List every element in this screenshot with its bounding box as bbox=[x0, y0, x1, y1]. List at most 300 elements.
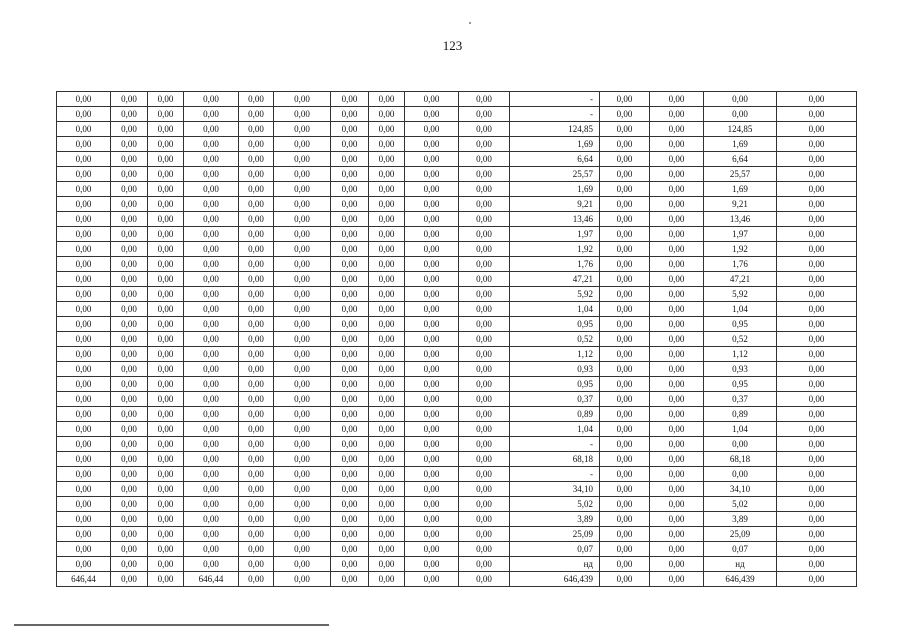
table-cell: 646,44 bbox=[57, 572, 111, 587]
table-cell: 0,00 bbox=[148, 302, 184, 317]
table-cell: 0,00 bbox=[57, 107, 111, 122]
table-cell: 0,00 bbox=[184, 437, 239, 452]
table-cell: 0,00 bbox=[111, 392, 148, 407]
table-cell: 0,00 bbox=[369, 272, 405, 287]
table-row bbox=[57, 422, 857, 437]
table-cell: 0,00 bbox=[600, 497, 650, 512]
table-cell: 0,89 bbox=[704, 407, 777, 422]
table-cell: 0,00 bbox=[369, 437, 405, 452]
table-cell: 0,00 bbox=[111, 542, 148, 557]
table-cell: 0,00 bbox=[111, 482, 148, 497]
table-cell: 0,00 bbox=[148, 422, 184, 437]
table-cell: 0,00 bbox=[274, 407, 331, 422]
table-cell: 34,10 bbox=[704, 482, 777, 497]
table-cell: - bbox=[510, 437, 600, 452]
table-cell: 0,95 bbox=[510, 377, 600, 392]
table-cell: 0,00 bbox=[777, 107, 857, 122]
table-cell: 0,00 bbox=[239, 242, 274, 257]
table-cell: 0,00 bbox=[57, 122, 111, 137]
table-cell: 0,00 bbox=[111, 437, 148, 452]
table-cell: 0,00 bbox=[111, 212, 148, 227]
table-cell: 0,00 bbox=[274, 377, 331, 392]
table-cell: 0,00 bbox=[369, 92, 405, 107]
table-cell: 0,00 bbox=[111, 422, 148, 437]
table-cell: 646,439 bbox=[510, 572, 600, 587]
table-cell: 0,00 bbox=[274, 362, 331, 377]
table-cell: 0,00 bbox=[369, 137, 405, 152]
table-cell: 0,00 bbox=[331, 272, 369, 287]
table-cell: 0,00 bbox=[274, 257, 331, 272]
table-cell: 0,00 bbox=[600, 512, 650, 527]
table-cell: 0,93 bbox=[510, 362, 600, 377]
table-cell: 0,00 bbox=[331, 527, 369, 542]
table-cell: 0,00 bbox=[369, 302, 405, 317]
table-cell: 0,00 bbox=[405, 437, 459, 452]
table-cell: 0,00 bbox=[600, 527, 650, 542]
table-cell: 0,00 bbox=[600, 467, 650, 482]
table-cell: 0,00 bbox=[650, 212, 704, 227]
table-cell: 0,00 bbox=[239, 542, 274, 557]
table-cell: 0,00 bbox=[184, 452, 239, 467]
table-cell: 0,00 bbox=[369, 392, 405, 407]
table-cell: 0,00 bbox=[331, 572, 369, 587]
table-cell: 0,00 bbox=[459, 272, 510, 287]
table-cell: 0,00 bbox=[650, 482, 704, 497]
table-cell: 0,00 bbox=[369, 347, 405, 362]
table-row bbox=[57, 557, 857, 572]
table-cell: 0,00 bbox=[184, 467, 239, 482]
table-cell: 0,52 bbox=[704, 332, 777, 347]
table-cell: 0,00 bbox=[600, 182, 650, 197]
table-cell: 0,00 bbox=[274, 137, 331, 152]
table-cell: 0,00 bbox=[184, 227, 239, 242]
table-cell: 0,00 bbox=[369, 167, 405, 182]
table-cell: 0,00 bbox=[239, 482, 274, 497]
table-cell: 0,00 bbox=[331, 107, 369, 122]
table-cell: 0,00 bbox=[148, 572, 184, 587]
table-cell: 6,64 bbox=[510, 152, 600, 167]
table-cell: 0,00 bbox=[184, 422, 239, 437]
table-row bbox=[57, 107, 857, 122]
table-cell: 0,00 bbox=[331, 347, 369, 362]
table-cell: 0,00 bbox=[57, 167, 111, 182]
table-cell: 0,00 bbox=[274, 152, 331, 167]
table-cell: 0,00 bbox=[650, 242, 704, 257]
table-cell: 0,00 bbox=[331, 212, 369, 227]
table-cell: 0,00 bbox=[148, 362, 184, 377]
table-cell: 0,00 bbox=[650, 422, 704, 437]
table-cell: 0,00 bbox=[148, 377, 184, 392]
table-cell: 0,00 bbox=[650, 497, 704, 512]
table-cell: 0,00 bbox=[148, 137, 184, 152]
table-cell: 0,00 bbox=[777, 407, 857, 422]
scan-speck bbox=[469, 22, 471, 24]
table-cell: 0,00 bbox=[111, 527, 148, 542]
table-cell: 0,00 bbox=[600, 452, 650, 467]
table-cell: 3,89 bbox=[704, 512, 777, 527]
table-cell: 1,04 bbox=[510, 422, 600, 437]
table-cell: 0,00 bbox=[459, 572, 510, 587]
table-row bbox=[57, 212, 857, 227]
table-cell: 0,00 bbox=[274, 422, 331, 437]
table-cell: 0,00 bbox=[111, 557, 148, 572]
table-cell: 0,00 bbox=[239, 107, 274, 122]
table-cell: 25,09 bbox=[510, 527, 600, 542]
table-cell: 34,10 bbox=[510, 482, 600, 497]
table-cell: 0,00 bbox=[239, 512, 274, 527]
table-cell: 0,00 bbox=[331, 302, 369, 317]
table-cell: 1,12 bbox=[510, 347, 600, 362]
data-table bbox=[56, 91, 857, 587]
table-cell: 0,00 bbox=[650, 287, 704, 302]
table-cell: 0,00 bbox=[57, 467, 111, 482]
table-cell: 0,00 bbox=[600, 122, 650, 137]
table-cell: 0,00 bbox=[274, 512, 331, 527]
table-cell: 0,00 bbox=[148, 407, 184, 422]
table-cell: 0,00 bbox=[111, 407, 148, 422]
table-cell: 5,02 bbox=[704, 497, 777, 512]
table-cell: 1,12 bbox=[704, 347, 777, 362]
table-cell: 0,00 bbox=[777, 482, 857, 497]
table-cell: 0,00 bbox=[274, 542, 331, 557]
table-cell: 0,00 bbox=[331, 257, 369, 272]
table-cell: 0,00 bbox=[148, 482, 184, 497]
table-cell: 0,00 bbox=[777, 437, 857, 452]
table-cell: 0,00 bbox=[405, 92, 459, 107]
table-cell: - bbox=[510, 107, 600, 122]
table-cell: 0,00 bbox=[650, 467, 704, 482]
table-cell: 0,00 bbox=[459, 422, 510, 437]
table-cell: 0,00 bbox=[459, 197, 510, 212]
table-cell: 0,00 bbox=[57, 482, 111, 497]
table-cell: 0,00 bbox=[459, 137, 510, 152]
table-cell: 0,00 bbox=[459, 467, 510, 482]
table-cell: 0,00 bbox=[239, 527, 274, 542]
table-cell: 0,00 bbox=[239, 137, 274, 152]
table-cell: 0,00 bbox=[650, 557, 704, 572]
table-cell: 0,00 bbox=[459, 257, 510, 272]
table-row bbox=[57, 377, 857, 392]
table-cell: 1,04 bbox=[510, 302, 600, 317]
table-cell: 13,46 bbox=[510, 212, 600, 227]
table-cell: 0,00 bbox=[369, 317, 405, 332]
table-cell: 0,00 bbox=[650, 197, 704, 212]
table-row bbox=[57, 347, 857, 362]
table-cell: 0,37 bbox=[704, 392, 777, 407]
table-cell: 0,00 bbox=[777, 422, 857, 437]
table-cell: 0,00 bbox=[650, 407, 704, 422]
table-cell: 0,00 bbox=[57, 257, 111, 272]
table-cell: 0,00 bbox=[331, 497, 369, 512]
table-cell: 0,00 bbox=[777, 212, 857, 227]
table-cell: 0,00 bbox=[57, 512, 111, 527]
table-cell: 0,00 bbox=[777, 167, 857, 182]
table-row bbox=[57, 122, 857, 137]
table-cell: 0,00 bbox=[405, 347, 459, 362]
table-cell: 0,00 bbox=[111, 572, 148, 587]
table-cell: 0,00 bbox=[184, 152, 239, 167]
table-cell: 0,00 bbox=[274, 437, 331, 452]
table-cell: 0,00 bbox=[704, 107, 777, 122]
table-cell: 0,00 bbox=[111, 347, 148, 362]
table-cell: 0,00 bbox=[459, 377, 510, 392]
table-cell: 0,00 bbox=[650, 167, 704, 182]
table-cell: 0,00 bbox=[184, 287, 239, 302]
table-cell: 0,00 bbox=[369, 107, 405, 122]
table-cell: 0,00 bbox=[600, 482, 650, 497]
table-cell: 0,00 bbox=[405, 497, 459, 512]
table-cell: 0,00 bbox=[777, 317, 857, 332]
table-cell: 0,00 bbox=[777, 347, 857, 362]
table-cell: 1,97 bbox=[704, 227, 777, 242]
table-cell: 0,00 bbox=[274, 527, 331, 542]
table-cell: 0,00 bbox=[239, 407, 274, 422]
table-cell: 0,00 bbox=[405, 227, 459, 242]
table-cell: 0,00 bbox=[331, 392, 369, 407]
table-cell: 0,00 bbox=[57, 152, 111, 167]
table-cell: 0,00 bbox=[405, 167, 459, 182]
table-cell: 0,00 bbox=[600, 92, 650, 107]
table-cell: 0,00 bbox=[459, 302, 510, 317]
table-cell: 9,21 bbox=[704, 197, 777, 212]
table-cell: 25,09 bbox=[704, 527, 777, 542]
page-number: 123 bbox=[442, 38, 463, 53]
table-cell: 0,00 bbox=[184, 167, 239, 182]
table-cell: 0,00 bbox=[274, 287, 331, 302]
table-cell: 0,00 bbox=[405, 407, 459, 422]
table-cell: 0,95 bbox=[704, 317, 777, 332]
table-cell: 0,00 bbox=[57, 272, 111, 287]
table-cell: 0,00 bbox=[57, 227, 111, 242]
table-cell: 0,00 bbox=[600, 362, 650, 377]
table-cell: 0,00 bbox=[184, 347, 239, 362]
table-cell: 0,00 bbox=[184, 377, 239, 392]
table-cell: 0,00 bbox=[57, 362, 111, 377]
table-cell: 0,00 bbox=[331, 287, 369, 302]
table-cell: 1,69 bbox=[704, 137, 777, 152]
table-cell: 0,00 bbox=[405, 542, 459, 557]
table-cell: 0,00 bbox=[148, 242, 184, 257]
table-cell: 0,00 bbox=[369, 197, 405, 212]
table-cell: 0,00 bbox=[239, 332, 274, 347]
table-cell: 0,00 bbox=[369, 242, 405, 257]
table-row bbox=[57, 437, 857, 452]
table-cell: 0,00 bbox=[111, 197, 148, 212]
table-cell: 0,00 bbox=[274, 557, 331, 572]
table-cell: 0,00 bbox=[184, 317, 239, 332]
table-cell: 0,00 bbox=[331, 122, 369, 137]
table-cell: 0,00 bbox=[331, 377, 369, 392]
table-cell: 0,00 bbox=[239, 197, 274, 212]
table-cell: 124,85 bbox=[510, 122, 600, 137]
table-cell: 0,00 bbox=[777, 92, 857, 107]
table-cell: 0,00 bbox=[331, 197, 369, 212]
table-cell: 0,00 bbox=[111, 302, 148, 317]
table-cell: 0,00 bbox=[777, 227, 857, 242]
table-cell: 0,00 bbox=[405, 392, 459, 407]
table-cell: 0,00 bbox=[274, 167, 331, 182]
table-cell: 0,00 bbox=[459, 287, 510, 302]
table-cell: 0,00 bbox=[405, 332, 459, 347]
table-cell: 13,46 bbox=[704, 212, 777, 227]
table-cell: 0,00 bbox=[777, 197, 857, 212]
table-cell: 0,00 bbox=[148, 467, 184, 482]
table-cell: 0,00 bbox=[777, 512, 857, 527]
table-cell: 0,00 bbox=[184, 542, 239, 557]
table-cell: 0,00 bbox=[148, 317, 184, 332]
table-cell: 0,00 bbox=[405, 572, 459, 587]
table-cell: 0,00 bbox=[600, 542, 650, 557]
table-cell: 0,00 bbox=[650, 332, 704, 347]
table-cell: 0,00 bbox=[459, 92, 510, 107]
table-row bbox=[57, 482, 857, 497]
table-cell: 0,00 bbox=[111, 122, 148, 137]
table-cell: 0,00 bbox=[405, 302, 459, 317]
table-cell: 0,00 bbox=[331, 452, 369, 467]
table-cell: 0,00 bbox=[274, 332, 331, 347]
table-cell: 0,00 bbox=[650, 377, 704, 392]
table-cell: 0,00 bbox=[405, 557, 459, 572]
table-cell: 0,00 bbox=[405, 137, 459, 152]
table-body bbox=[57, 92, 857, 587]
table-cell: 0,00 bbox=[405, 242, 459, 257]
table-cell: 0,00 bbox=[239, 167, 274, 182]
table-cell: 0,00 bbox=[274, 227, 331, 242]
table-cell: 0,00 bbox=[111, 152, 148, 167]
table-cell: 0,00 bbox=[600, 167, 650, 182]
table-cell: 0,00 bbox=[459, 362, 510, 377]
table-row bbox=[57, 527, 857, 542]
table-cell: 0,00 bbox=[600, 242, 650, 257]
table-cell: 0,00 bbox=[704, 92, 777, 107]
table-cell: 1,69 bbox=[704, 182, 777, 197]
table-cell: 0,00 bbox=[111, 332, 148, 347]
table-cell: 0,00 bbox=[459, 512, 510, 527]
table-cell: 0,00 bbox=[331, 92, 369, 107]
table-cell: 0,00 bbox=[184, 482, 239, 497]
table-cell: 0,00 bbox=[111, 467, 148, 482]
table-row bbox=[57, 242, 857, 257]
table-cell: 0,00 bbox=[184, 332, 239, 347]
table-cell: 0,00 bbox=[777, 122, 857, 137]
table-cell: 0,00 bbox=[57, 242, 111, 257]
table-cell: 0,00 bbox=[111, 257, 148, 272]
table-cell: 0,00 bbox=[184, 182, 239, 197]
table-cell: 0,00 bbox=[650, 182, 704, 197]
table-cell: 0,00 bbox=[459, 347, 510, 362]
table-cell: 0,00 bbox=[57, 212, 111, 227]
table-cell: 0,00 bbox=[600, 392, 650, 407]
table-cell: 124,85 bbox=[704, 122, 777, 137]
table-cell: 0,00 bbox=[704, 437, 777, 452]
table-row bbox=[57, 287, 857, 302]
table-cell: 0,00 bbox=[148, 557, 184, 572]
table-cell: 0,00 bbox=[148, 152, 184, 167]
table-cell: 0,00 bbox=[331, 437, 369, 452]
data-table-container bbox=[56, 91, 856, 587]
table-cell: 0,00 bbox=[274, 347, 331, 362]
table-cell: 0,95 bbox=[510, 317, 600, 332]
table-cell: 0,00 bbox=[650, 137, 704, 152]
table-cell: 0,00 bbox=[650, 257, 704, 272]
table-cell: 0,00 bbox=[111, 182, 148, 197]
table-cell: 0,00 bbox=[184, 197, 239, 212]
table-cell: 0,00 bbox=[777, 557, 857, 572]
table-cell: 0,00 bbox=[331, 167, 369, 182]
table-cell: 0,00 bbox=[405, 362, 459, 377]
table-cell: 0,00 bbox=[650, 512, 704, 527]
table-row bbox=[57, 332, 857, 347]
table-cell: 68,18 bbox=[704, 452, 777, 467]
table-cell: 0,00 bbox=[777, 572, 857, 587]
table-cell: 0,00 bbox=[148, 92, 184, 107]
table-cell: 0,00 bbox=[600, 137, 650, 152]
table-cell: 0,00 bbox=[405, 317, 459, 332]
table-cell: 0,00 bbox=[459, 557, 510, 572]
table-cell: 0,00 bbox=[184, 527, 239, 542]
table-cell: 646,44 bbox=[184, 572, 239, 587]
table-cell: 0,00 bbox=[148, 527, 184, 542]
table-cell: 0,00 bbox=[405, 287, 459, 302]
table-cell: 0,00 bbox=[57, 182, 111, 197]
table-cell: 0,00 bbox=[369, 182, 405, 197]
table-cell: 0,00 bbox=[650, 452, 704, 467]
table-cell: 0,00 bbox=[650, 302, 704, 317]
table-cell: 0,00 bbox=[274, 572, 331, 587]
table-cell: 0,00 bbox=[777, 137, 857, 152]
table-cell: 0,00 bbox=[111, 137, 148, 152]
table-cell: 0,00 bbox=[405, 212, 459, 227]
table-cell: 0,00 bbox=[369, 422, 405, 437]
table-cell: 0,00 bbox=[57, 377, 111, 392]
table-cell: 0,00 bbox=[57, 422, 111, 437]
table-row bbox=[57, 182, 857, 197]
table-cell: 0,00 bbox=[650, 107, 704, 122]
table-cell: 0,00 bbox=[331, 482, 369, 497]
table-row bbox=[57, 497, 857, 512]
table-row bbox=[57, 92, 857, 107]
table-cell: 0,00 bbox=[650, 392, 704, 407]
table-cell: 0,00 bbox=[111, 377, 148, 392]
table-cell: 0,00 bbox=[777, 152, 857, 167]
table-cell: 0,00 bbox=[111, 242, 148, 257]
table-cell: 1,97 bbox=[510, 227, 600, 242]
table-cell: - bbox=[510, 467, 600, 482]
table-cell: 0,00 bbox=[184, 302, 239, 317]
table-cell: 0,00 bbox=[57, 317, 111, 332]
table-cell: 0,93 bbox=[704, 362, 777, 377]
table-cell: 0,00 bbox=[459, 482, 510, 497]
table-cell: 0,00 bbox=[239, 497, 274, 512]
table-cell: 0,00 bbox=[405, 377, 459, 392]
table-cell: 0,00 bbox=[274, 482, 331, 497]
table-cell: 0,00 bbox=[184, 122, 239, 137]
table-cell: 0,00 bbox=[111, 497, 148, 512]
table-cell: 0,00 bbox=[239, 437, 274, 452]
table-cell: 0,00 bbox=[239, 302, 274, 317]
table-cell: 0,00 bbox=[331, 557, 369, 572]
table-cell: 0,00 bbox=[405, 467, 459, 482]
table-cell: 0,00 bbox=[331, 362, 369, 377]
table-cell: 0,00 bbox=[459, 242, 510, 257]
table-cell: 0,00 bbox=[459, 122, 510, 137]
table-cell: 0,00 bbox=[650, 272, 704, 287]
table-cell: 0,00 bbox=[459, 317, 510, 332]
table-cell: 0,00 bbox=[777, 377, 857, 392]
table-row bbox=[57, 167, 857, 182]
table-cell: 0,00 bbox=[459, 542, 510, 557]
table-cell: 47,21 bbox=[510, 272, 600, 287]
